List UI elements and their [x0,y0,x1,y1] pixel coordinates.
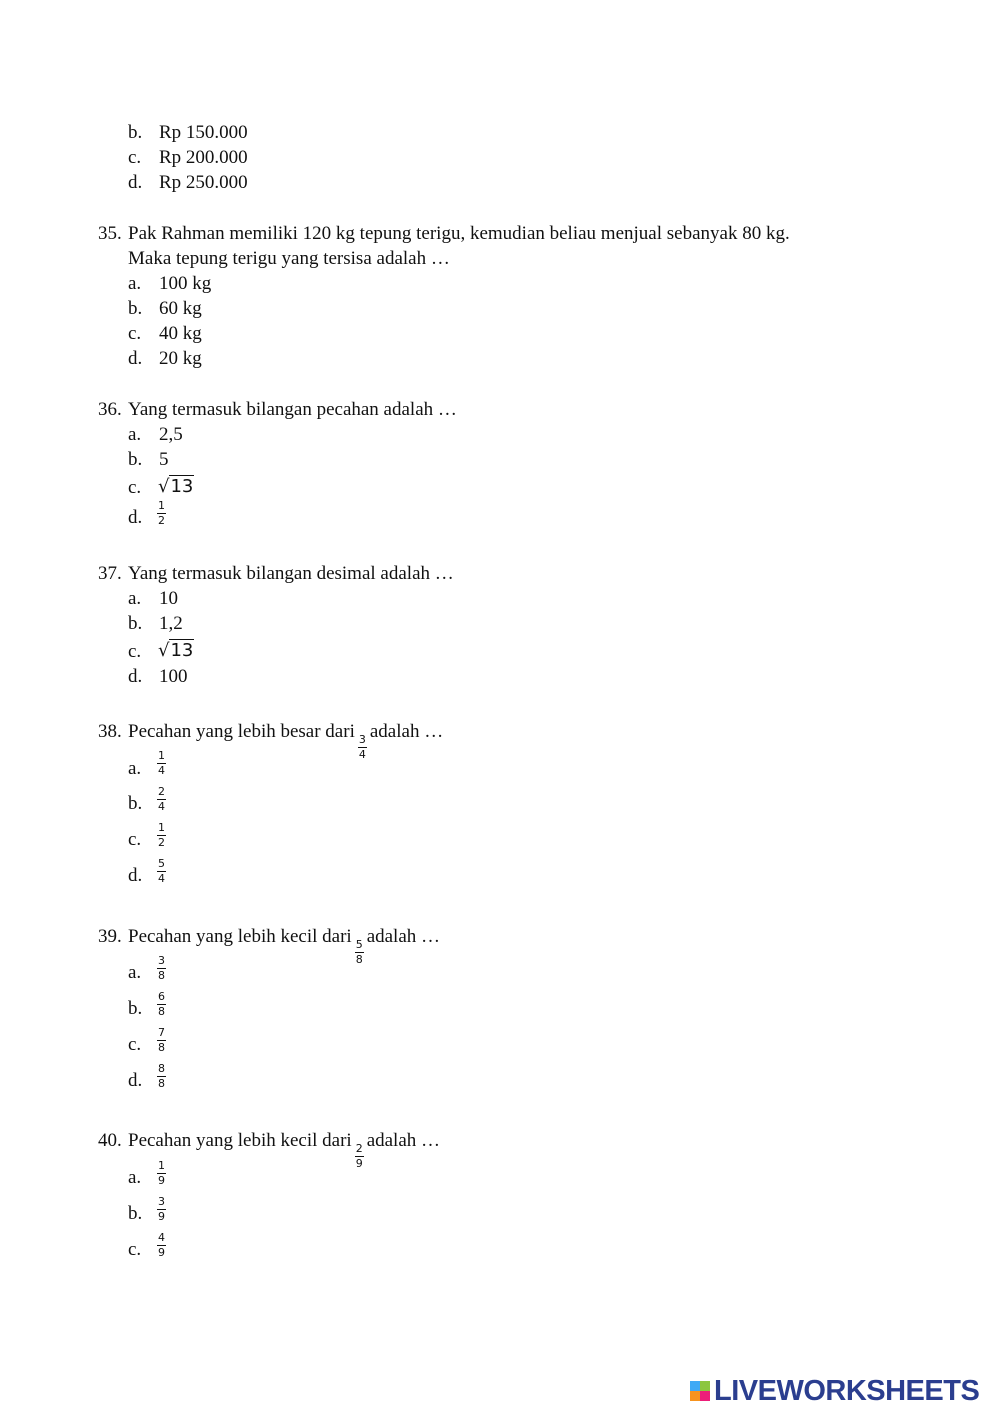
q39-question-fraction [355,939,364,966]
q35-number: 35. [98,223,122,244]
q35-option-d[interactable]: 20 kg [159,348,202,369]
fraction-denominator: 9 [158,1246,165,1259]
q38-option-b[interactable] [157,786,166,813]
q39-option-c-letter: c. [128,1034,142,1055]
q36-option-a-letter: a. [128,424,142,445]
q40-option-b[interactable] [157,1196,166,1223]
fraction-denominator: 4 [358,748,366,761]
q36-option-d[interactable] [157,500,166,527]
q38-option-d[interactable] [157,858,166,885]
fraction-numerator: 4 [158,1231,165,1244]
q38-option-a-letter: a. [128,758,142,779]
q34-option-d[interactable]: Rp 250.000 [159,172,248,193]
fraction-denominator: 4 [158,800,165,813]
q37-number: 37. [98,563,122,584]
q39-number: 39. [98,926,122,947]
q40-question [128,1128,441,1170]
q40-number: 40. [98,1130,122,1151]
fraction-denominator: 8 [158,1041,165,1054]
q38-question-fraction [358,734,367,761]
liveworksheets-logo-icon [690,1381,710,1401]
q34-option-b-letter: b. [128,122,143,143]
fraction-denominator: 4 [158,872,165,885]
q38-question-suffix: adalah … [369,721,444,742]
q40-question-fraction [355,1143,364,1170]
q35-option-a[interactable]: 100 kg [159,273,212,294]
fraction-numerator: 7 [158,1026,165,1039]
fraction-denominator: 8 [158,1077,165,1090]
q35-option-a-letter: a. [128,273,142,294]
fraction-denominator: 9 [355,1157,363,1170]
q36-option-c[interactable] [158,474,194,499]
fraction-numerator: 1 [158,499,165,512]
q38-question-text: Pecahan yang lebih besar dari [128,721,355,742]
fraction-numerator: 3 [158,954,165,967]
q37-option-a[interactable]: 10 [159,588,178,609]
q34-option-b[interactable]: Rp 150.000 [159,122,248,143]
q34-option-c[interactable]: Rp 200.000 [159,147,248,168]
q37-question: Yang termasuk bilangan desimal adalah … [128,563,454,584]
q38-option-b-letter: b. [128,793,143,814]
q38-option-a[interactable] [157,750,166,777]
q34-option-d-letter: d. [128,172,143,193]
q39-option-b-letter: b. [128,998,143,1019]
fraction-denominator: 4 [158,764,165,777]
q36-number: 36. [98,399,122,420]
q35-option-d-letter: d. [128,348,143,369]
q37-option-b-letter: b. [128,613,143,634]
q38-option-c-letter: c. [128,829,142,850]
fraction-numerator: 1 [158,749,165,762]
fraction-numerator: 1 [158,821,165,834]
q38-option-d-letter: d. [128,865,143,886]
fraction-denominator: 9 [158,1174,165,1187]
q39-option-d[interactable] [157,1063,166,1090]
q36-option-b-letter: b. [128,449,143,470]
sqrt-icon: √ [158,640,170,661]
q39-question-text: Pecahan yang lebih kecil dari [128,926,352,947]
fraction-denominator: 2 [158,836,165,849]
q39-question-suffix: adalah … [366,926,441,947]
q40-option-a[interactable] [157,1160,166,1187]
q40-option-c[interactable] [157,1232,166,1259]
q37-option-c[interactable] [158,638,194,663]
fraction-denominator: 8 [158,1005,165,1018]
q39-option-d-letter: d. [128,1070,143,1091]
q38-number: 38. [98,721,122,742]
q35-option-b-letter: b. [128,298,143,319]
q39-option-b[interactable] [157,991,166,1018]
q36-option-d-letter: d. [128,507,143,528]
q37-option-c-radicand: 13 [170,640,194,661]
fraction-denominator: 9 [158,1210,165,1223]
q39-option-a-letter: a. [128,962,142,983]
q40-option-c-letter: c. [128,1239,142,1260]
q36-question: Yang termasuk bilangan pecahan adalah … [128,399,457,420]
fraction-denominator: 8 [355,953,363,966]
q34-option-c-letter: c. [128,147,142,168]
q36-option-c-letter: c. [128,477,142,498]
fraction-numerator: 8 [158,1062,165,1075]
q40-option-a-letter: a. [128,1167,142,1188]
fraction-numerator: 5 [158,857,165,870]
q40-question-suffix: adalah … [366,1130,441,1151]
q37-option-c-letter: c. [128,641,142,662]
fraction-numerator: 2 [355,1142,363,1155]
q36-option-b[interactable]: 5 [159,449,169,470]
fraction-numerator: 6 [158,990,165,1003]
q38-question [128,719,444,761]
fraction-numerator: 2 [158,785,165,798]
q39-question [128,924,441,966]
q35-option-b[interactable]: 60 kg [159,298,202,319]
q37-option-d-letter: d. [128,666,143,687]
liveworksheets-logo[interactable] [690,1376,979,1406]
q40-option-b-letter: b. [128,1203,143,1224]
q39-option-c[interactable] [157,1027,166,1054]
fraction-denominator: 2 [158,514,165,527]
q35-question-line1: Pak Rahman memiliki 120 kg tepung terigu, kemudian beliau menjual sebanyak 80 kg. [128,223,790,244]
q37-option-b[interactable]: 1,2 [159,613,183,634]
fraction-numerator: 1 [158,1159,165,1172]
q37-option-d[interactable]: 100 [159,666,188,687]
q36-option-a[interactable]: 2,5 [159,424,183,445]
fraction-numerator: 3 [358,733,366,746]
q38-option-c[interactable] [157,822,166,849]
fraction-numerator: 3 [158,1195,165,1208]
fraction-denominator: 8 [158,969,165,982]
q35-question-line2: Maka tepung terigu yang tersisa adalah … [128,248,450,269]
q35-option-c[interactable]: 40 kg [159,323,202,344]
fraction-numerator: 5 [355,938,363,951]
q39-option-a[interactable] [157,955,166,982]
q35-option-c-letter: c. [128,323,142,344]
sqrt-icon: √ [158,476,170,497]
q37-option-a-letter: a. [128,588,142,609]
q40-question-text: Pecahan yang lebih kecil dari [128,1130,352,1151]
q36-option-c-radicand: 13 [170,476,194,497]
liveworksheets-logo-text: LIVEWORKSHEETS [714,1374,980,1407]
